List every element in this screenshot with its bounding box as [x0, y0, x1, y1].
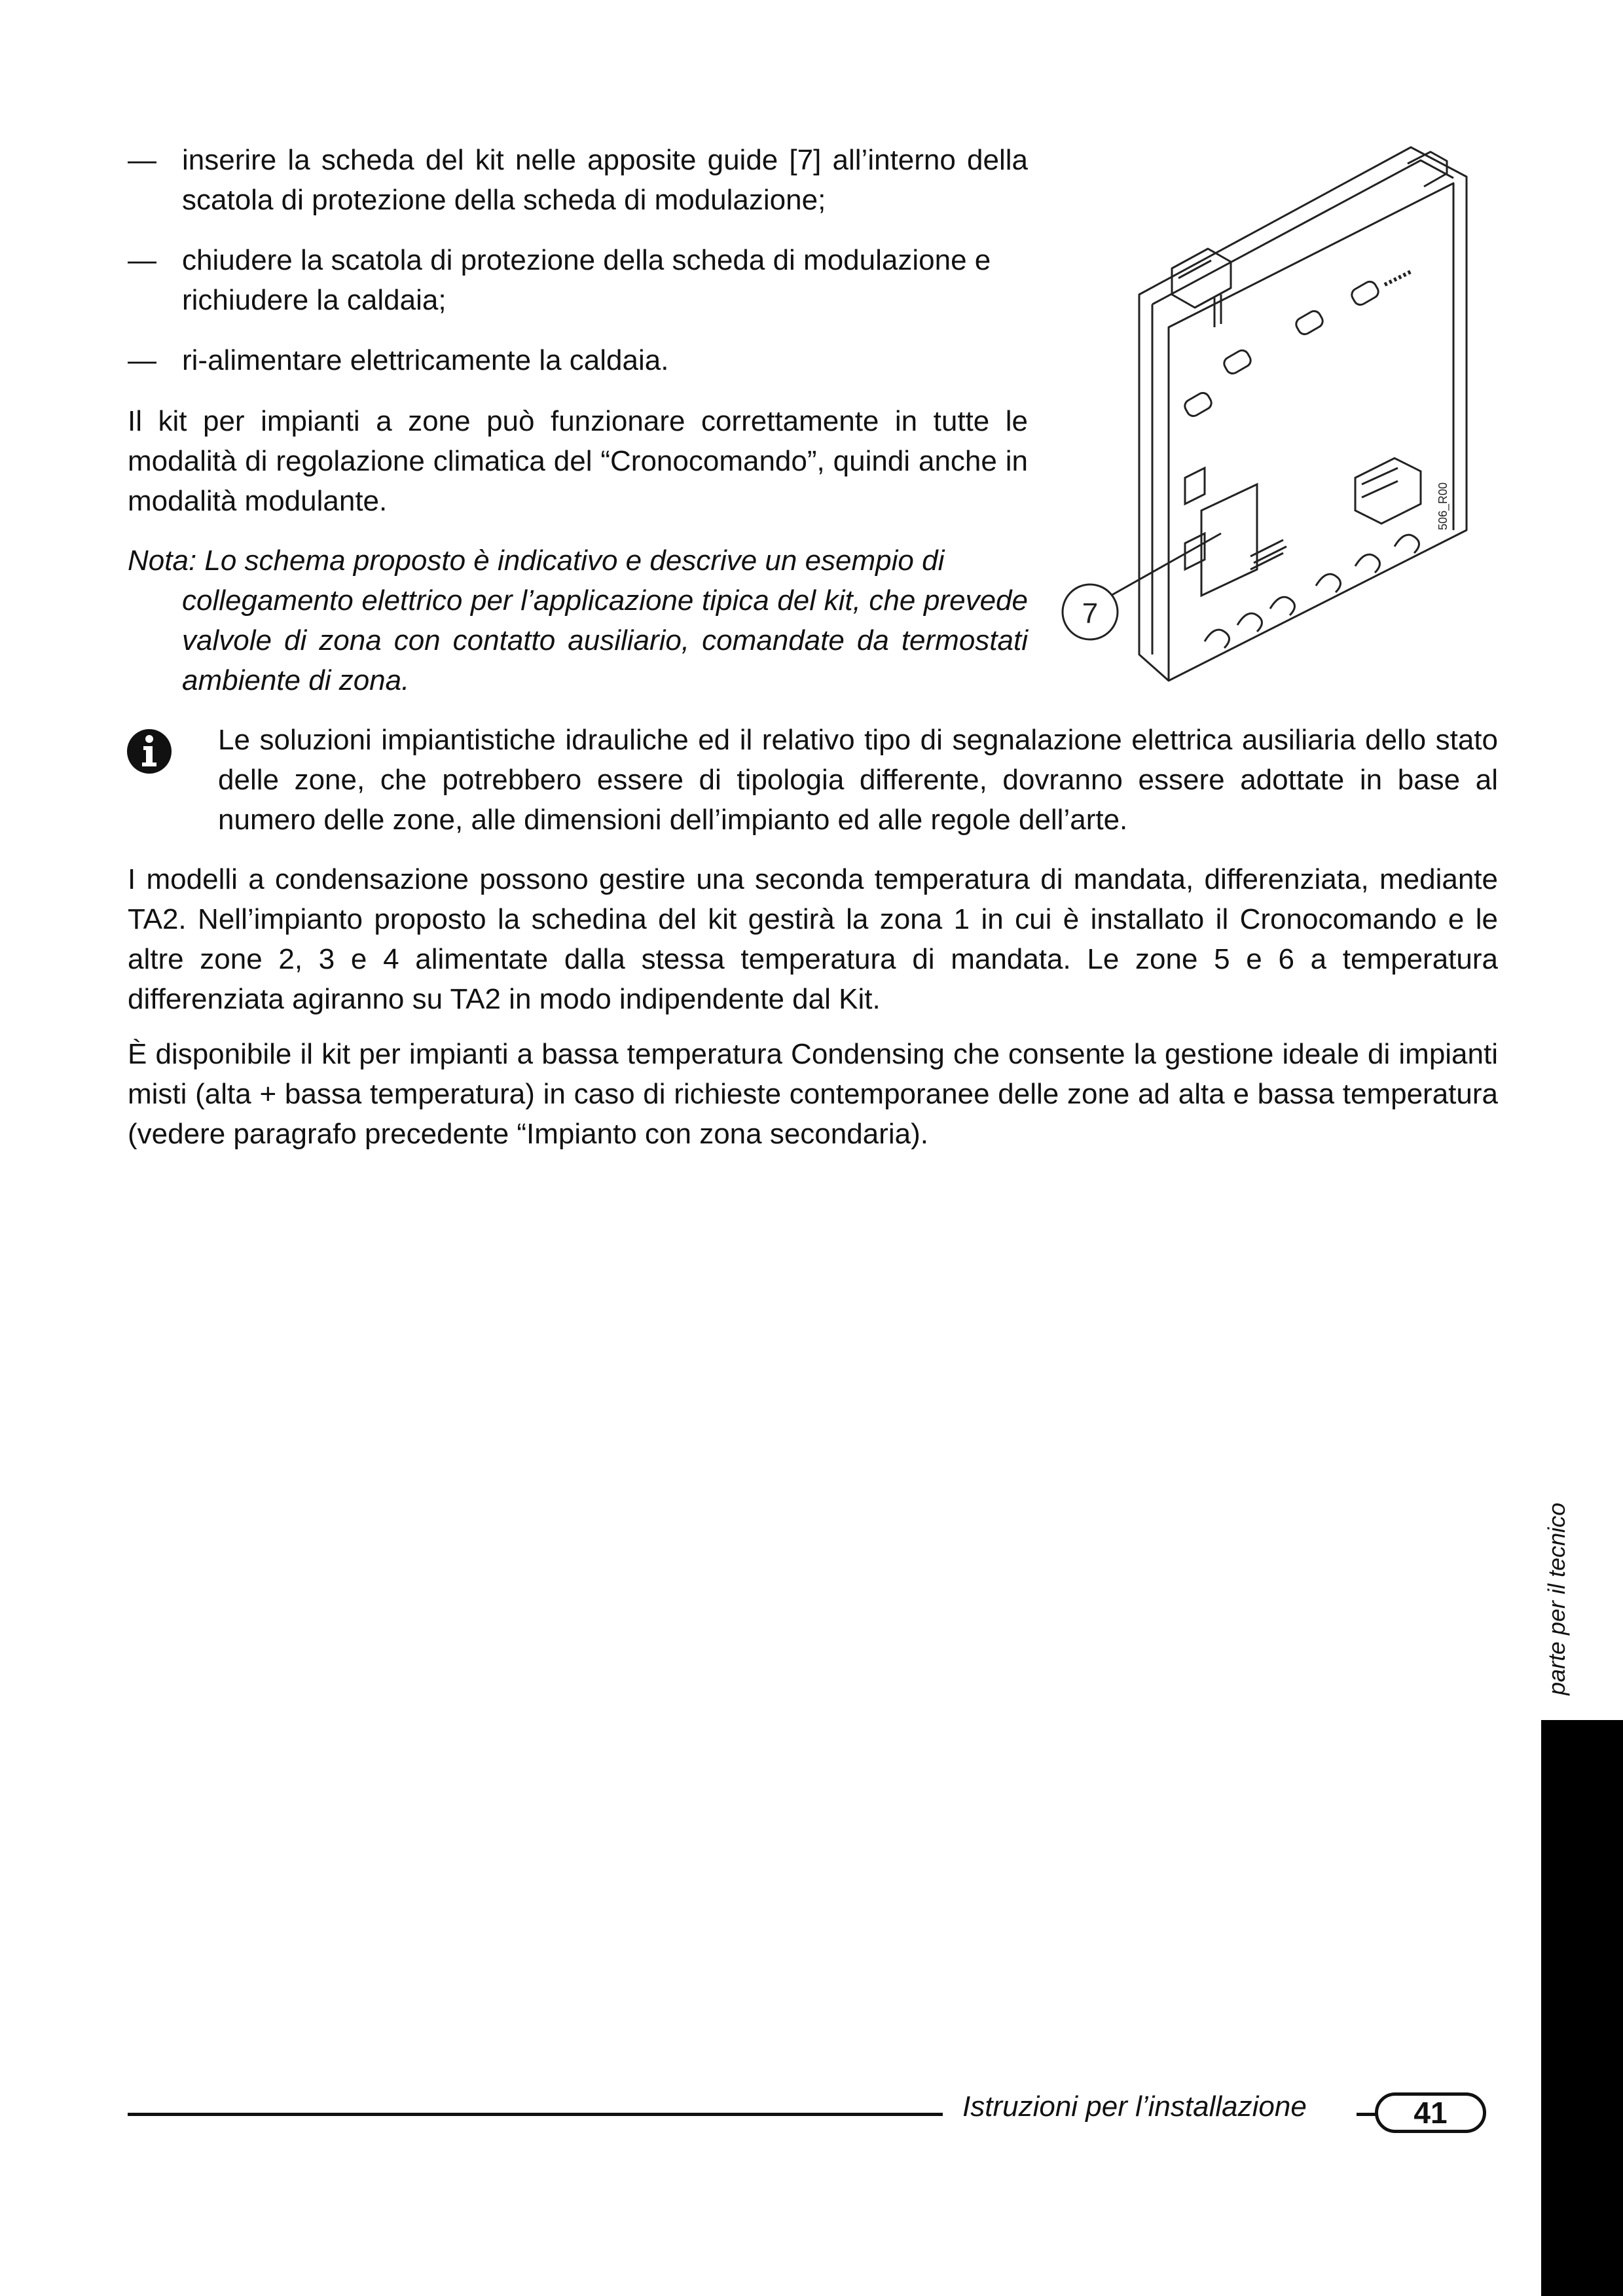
protection-box-figure	[1054, 137, 1486, 694]
bullet-dash: —	[128, 244, 156, 276]
bullet-dash: —	[128, 344, 156, 376]
bullet-item	[128, 140, 1028, 220]
figure-code: 506_R00	[1436, 482, 1450, 530]
note-first-line: Nota: Lo schema proposto è indicativo e descrive un esempio di	[128, 545, 945, 577]
bullet-text: chiudere la scatola di protezione della scheda di modulazione e richiudere la caldaia;	[182, 244, 991, 316]
paragraph-lowtemp: È disponibile il kit per impianti a bassa temperatura Condensing che consente la gestione ideale di impianti misti (alta + bassa temperatura) in caso di richieste contemporanee delle zone ad alta e bassa temperatura (vedere paragrafo precedente “Impianto con zona secondaria).	[128, 1038, 1498, 1150]
note	[128, 541, 1028, 700]
footer-rule-short	[1357, 2113, 1376, 2116]
page-number: 41	[1413, 2096, 1448, 2130]
page-number-badge	[1375, 2092, 1486, 2133]
section-tab	[1541, 1720, 1623, 2296]
side-label: parte per il tecnico	[1543, 1502, 1570, 1695]
kit-paragraph: Il kit per impianti a zone può funzionare correttamente in tutte le modalità di regolazione climatica del “Cronocomando”, quindi anche in modalità modulante.	[128, 405, 1028, 517]
bullet-text: inserire la scheda del kit nelle apposite guide [7] all’interno della scatola di protezione della scheda di modulazione;	[182, 144, 1028, 216]
info-text: Le soluzioni impiantistiche idrauliche ed il relativo tipo di segnalazione elettrica ausiliaria dello stato delle zone, che potrebbero essere di tipologia differente, dovranno essere adottate in base al numero delle zone, alle dimensioni dell’impianto ed alle regole dell’arte.	[218, 724, 1498, 836]
bullet-text: ri-alimentare elettricamente la caldaia.	[182, 344, 669, 376]
footer-title: Istruzioni per l’installazione	[962, 2090, 1307, 2123]
footer-rule	[128, 2113, 943, 2116]
note-rest: collegamento elettrico per l’applicazione tipica del kit, che prevede valvole di zona con contatto ausiliario, comandate da termostati ambiente di zona.	[182, 584, 1028, 696]
info-icon	[126, 728, 172, 774]
bullet-item	[128, 240, 1028, 320]
bullet-item	[128, 340, 1028, 380]
paragraph-condensing: I modelli a condensazione possono gestire una seconda temperatura di mandata, differenziata, mediante TA2. Nell’impianto proposto la schedina del kit gestirà la zona 1 in cui è installato il Cronocomando e le altre zone 2, 3 e 4 alimentate dalla stessa temperatura di mandata. Le zone 5 e 6 a temperatura differenziata agiranno su TA2 in modo indipendente dal Kit.	[128, 863, 1498, 1015]
callout-label: 7	[1082, 598, 1099, 630]
bullet-dash: —	[128, 144, 156, 176]
